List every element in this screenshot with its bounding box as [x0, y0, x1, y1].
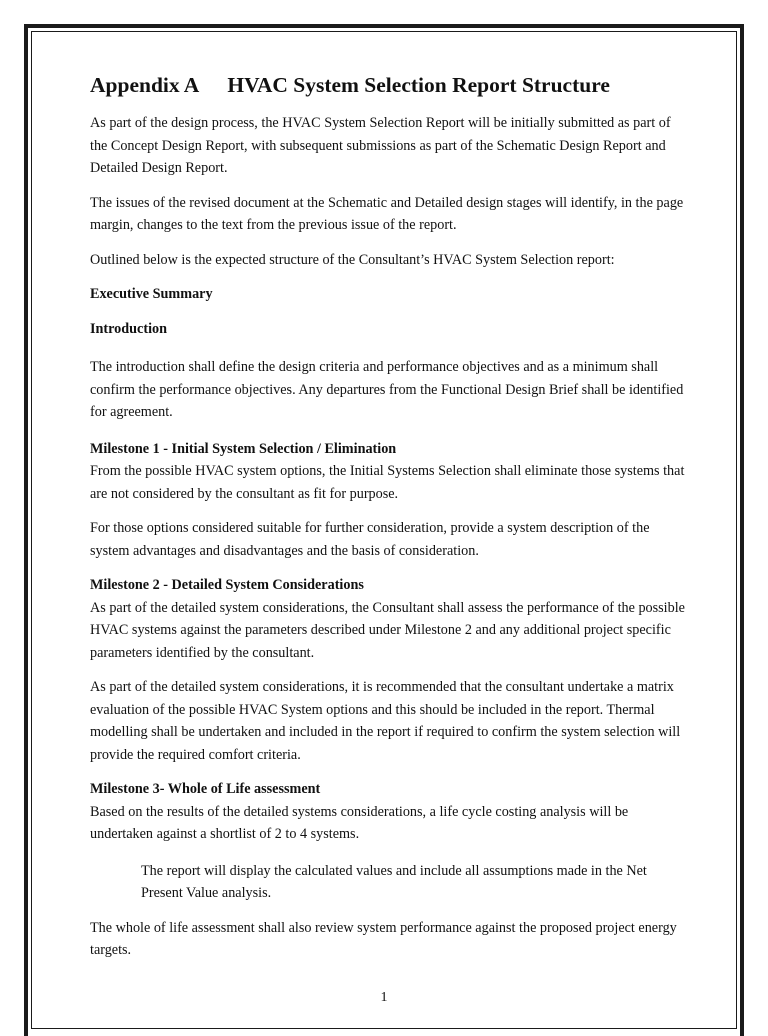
milestone-3-paragraph-1: Based on the results of the detailed systems considerations, a life cycle costing analysis will be undertaken against a shortlist of 2 to 4 systems.	[90, 803, 629, 842]
paragraph-design-process: As part of the design process, the HVAC System Selection Report will be initially submitted as part of the Concept Design Report, with subsequent submissions as part of the Schematic Design Report and Detailed Design Report.	[90, 115, 671, 176]
report-title: HVAC System Selection Report Structure	[227, 73, 610, 97]
heading-introduction: Introduction	[90, 320, 167, 337]
section-milestone-3	[90, 778, 688, 962]
appendix-label: Appendix A	[90, 73, 200, 97]
milestone-2-paragraph-2: As part of the detailed system considerations, it is recommended that the consultant undertake a matrix evaluation of the possible HVAC System options and this should be included in the report. Thermal modelling shall be undertaken and included in the report if required to confirm the system selection will provide the required comfort criteria.	[90, 679, 681, 763]
page-number: 1	[380, 990, 388, 1005]
milestone-3-paragraph-2: The whole of life assessment shall also review system performance against the proposed project energy targets.	[90, 919, 677, 958]
section-milestone-2	[90, 574, 688, 766]
document-title	[90, 68, 688, 102]
heading-executive-summary: Executive Summary	[90, 286, 213, 302]
paragraph-introduction: The introduction shall define the design criteria and performance objectives and as a minimum shall confirm the performance objectives. Any departures from the Functional Design Brief shall be identified for agreement.	[90, 359, 684, 420]
milestone-2-paragraph-1: As part of the detailed system considerations, the Consultant shall assess the performance of the possible HVAC systems against the parameters described under Milestone 2 and any additional project specific parameters identified by the consultant.	[90, 599, 685, 661]
milestone-1-paragraph-1: From the possible HVAC system options, the Initial Systems Selection shall eliminate those systems that are not considered by the consultant as fit for purpose.	[90, 463, 685, 502]
section-milestone-1	[90, 438, 688, 563]
milestone-2-title: Milestone 2 - Detailed System Considerations	[90, 577, 364, 593]
milestone-3-indented-paragraph: The report will display the calculated values and include all assumptions made in the Net Present Value analysis.	[141, 862, 647, 901]
milestone-1-title: Milestone 1 - Initial System Selection / Elimination	[90, 440, 397, 457]
paragraph-revised-issues: The issues of the revised document at the Schematic and Detailed design stages will identify, in the page margin, changes to the text from the previous issue of the report.	[90, 194, 684, 233]
milestone-1-paragraph-2: For those options considered suitable for further consideration, provide a system description of the system advantages and disadvantages and the basis of consideration.	[90, 520, 650, 559]
milestone-3-title: Milestone 3- Whole of Life assessment	[90, 781, 321, 797]
document-body	[90, 68, 688, 974]
paragraph-outline: Outlined below is the expected structure of the Consultant’s HVAC System Selection report:	[90, 251, 615, 268]
